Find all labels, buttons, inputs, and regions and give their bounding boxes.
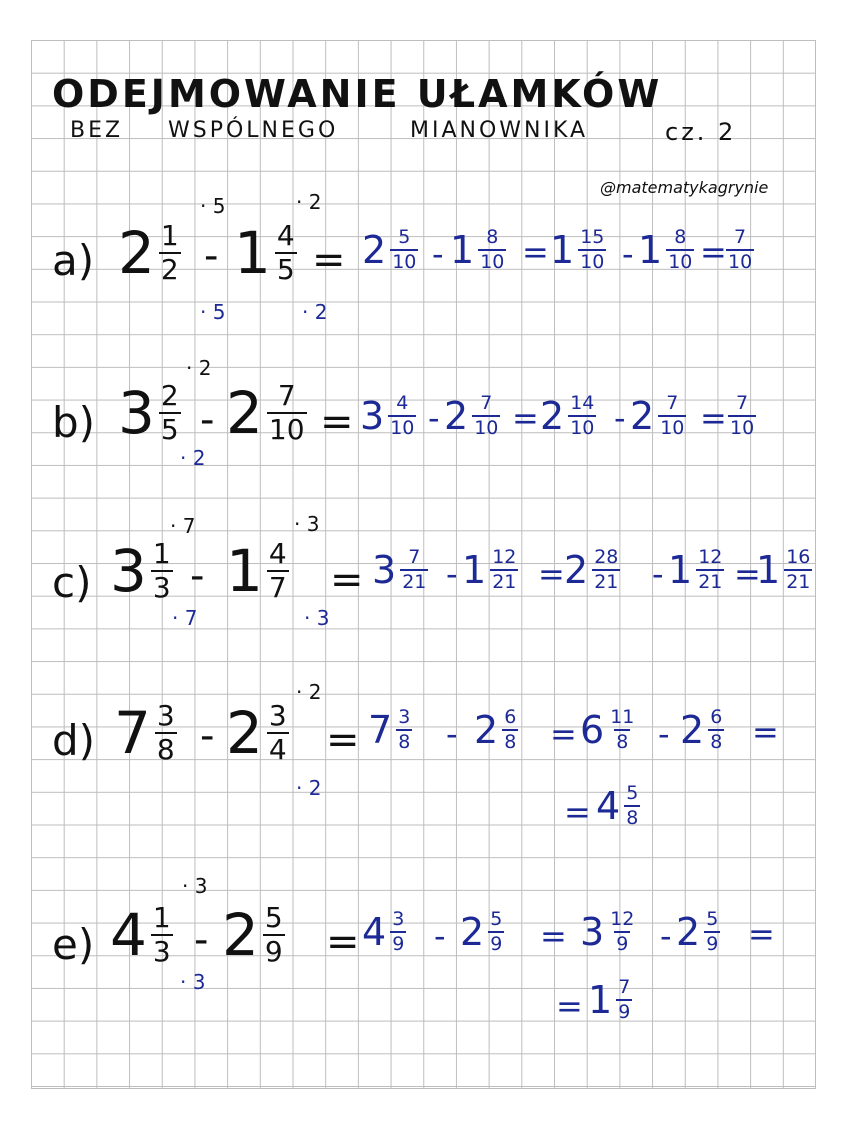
minus-sign: - xyxy=(190,553,205,599)
step-4 xyxy=(630,394,686,438)
multiplier-top: · 5 xyxy=(200,194,226,218)
step-4 xyxy=(638,228,694,272)
whole: 2 xyxy=(474,708,499,752)
whole: 2 xyxy=(680,708,705,752)
whole: 2 xyxy=(540,394,565,438)
equals-sign: = xyxy=(320,399,354,445)
numerator: 5 xyxy=(264,901,283,934)
whole: 3 xyxy=(372,548,397,592)
denominator: 21 xyxy=(786,571,811,593)
minus-sign: - xyxy=(428,399,440,437)
denominator: 8 xyxy=(616,731,629,753)
page-title: ODEJMOWANIE UŁAMKÓW xyxy=(52,72,663,116)
denominator: 10 xyxy=(390,417,415,439)
denominator: 9 xyxy=(264,935,283,968)
step-4 xyxy=(680,708,724,752)
denominator: 3 xyxy=(152,935,171,968)
problem-d-term-2 xyxy=(226,699,289,767)
minus-sign: - xyxy=(200,713,215,759)
numerator: 3 xyxy=(398,706,411,728)
equals-sign: = xyxy=(700,233,727,271)
whole: 7 xyxy=(368,708,393,752)
minus-sign: - xyxy=(194,917,209,963)
equals-sign: = xyxy=(330,557,364,603)
problem-a-term-2 xyxy=(234,219,297,287)
numerator: 4 xyxy=(268,537,287,570)
subtitle-word-1: BEZ xyxy=(70,118,124,143)
whole: 1 xyxy=(756,548,781,592)
problem-e-term-1 xyxy=(110,901,173,969)
whole: 1 xyxy=(226,537,263,605)
numerator: 12 xyxy=(492,546,517,568)
step-4 xyxy=(676,910,720,954)
step-2 xyxy=(444,394,500,438)
whole: 4 xyxy=(110,901,147,969)
subtitle-part-number: cz. 2 xyxy=(665,118,737,146)
whole: 1 xyxy=(450,228,475,272)
whole: 6 xyxy=(580,708,605,752)
equals-sign: = xyxy=(734,555,761,593)
numerator: 1 xyxy=(160,219,179,252)
whole: 7 xyxy=(114,699,151,767)
denominator: 9 xyxy=(392,933,405,955)
multiplier-top: · 3 xyxy=(294,512,320,536)
whole: 4 xyxy=(596,784,621,828)
numerator: 7 xyxy=(277,379,296,412)
denominator: 9 xyxy=(618,1001,631,1023)
multiplier-top: · 2 xyxy=(186,356,212,380)
denominator: 10 xyxy=(392,251,417,273)
denominator: 4 xyxy=(268,733,287,766)
result xyxy=(596,784,640,828)
numerator: 5 xyxy=(706,908,719,930)
denominator: 21 xyxy=(594,571,619,593)
minus-sign: - xyxy=(652,555,664,593)
multiplier-bottom: · 3 xyxy=(180,970,206,994)
numerator: 3 xyxy=(392,908,405,930)
subtitle-word-3: MIANOWNIKA xyxy=(410,118,589,143)
step-1 xyxy=(362,228,418,272)
problem-a-label: a) xyxy=(52,236,95,285)
step-3 xyxy=(540,394,596,438)
denominator: 2 xyxy=(160,253,179,286)
denominator: 21 xyxy=(402,571,427,593)
denominator: 10 xyxy=(668,251,693,273)
multiplier-bottom: · 2 xyxy=(180,446,206,470)
problem-e-term-2 xyxy=(222,901,285,969)
equals-sign: = xyxy=(752,713,779,751)
minus-sign: - xyxy=(658,715,670,753)
step-3 xyxy=(580,708,636,752)
denominator: 10 xyxy=(474,417,499,439)
numerator: 4 xyxy=(276,219,295,252)
result xyxy=(722,228,754,272)
whole: 3 xyxy=(580,910,605,954)
multiplier-bottom: · 7 xyxy=(172,606,198,630)
numerator: 5 xyxy=(398,226,411,248)
numerator: 11 xyxy=(610,706,635,728)
numerator: 14 xyxy=(570,392,595,414)
whole: 4 xyxy=(362,910,387,954)
denominator: 7 xyxy=(268,571,287,604)
whole: 2 xyxy=(226,699,263,767)
denominator: 8 xyxy=(156,733,175,766)
minus-sign: - xyxy=(446,715,458,753)
numerator: 3 xyxy=(268,699,287,732)
whole: 1 xyxy=(234,219,271,287)
denominator: 10 xyxy=(728,251,753,273)
denominator: 8 xyxy=(504,731,517,753)
step-1 xyxy=(368,708,412,752)
numerator: 7 xyxy=(408,546,421,568)
denominator: 10 xyxy=(480,251,505,273)
equals-sign: = xyxy=(326,919,360,965)
minus-sign: - xyxy=(660,917,672,955)
equals-sign: = xyxy=(748,915,775,953)
denominator: 5 xyxy=(160,413,179,446)
whole: 2 xyxy=(630,394,655,438)
whole: 1 xyxy=(638,228,663,272)
equals-sign: = xyxy=(556,987,583,1025)
multiplier-top: · 2 xyxy=(296,680,322,704)
problem-b-label: b) xyxy=(52,398,96,447)
minus-sign: - xyxy=(432,235,444,273)
problem-b-term-2 xyxy=(226,379,307,447)
denominator: 10 xyxy=(660,417,685,439)
equals-sign: = xyxy=(538,555,565,593)
numerator: 7 xyxy=(618,976,631,998)
numerator: 1 xyxy=(152,537,171,570)
problem-a-term-1 xyxy=(118,219,181,287)
whole: 1 xyxy=(668,548,693,592)
whole: 2 xyxy=(222,901,259,969)
denominator: 21 xyxy=(492,571,517,593)
numerator: 5 xyxy=(490,908,503,930)
numerator: 12 xyxy=(610,908,635,930)
step-2 xyxy=(462,548,518,592)
numerator: 5 xyxy=(626,782,639,804)
numerator: 8 xyxy=(486,226,499,248)
numerator: 6 xyxy=(710,706,723,728)
numerator: 15 xyxy=(580,226,605,248)
equals-sign: = xyxy=(326,717,360,763)
denominator: 21 xyxy=(698,571,723,593)
step-2 xyxy=(460,910,504,954)
result xyxy=(588,978,632,1022)
step-2 xyxy=(474,708,518,752)
whole: 2 xyxy=(676,910,701,954)
minus-sign: - xyxy=(434,917,446,955)
whole: 2 xyxy=(564,548,589,592)
problem-c-label: c) xyxy=(52,558,92,607)
equals-sign: = xyxy=(550,715,577,753)
equals-sign: = xyxy=(540,917,567,955)
minus-sign: - xyxy=(622,235,634,273)
numerator: 7 xyxy=(666,392,679,414)
denominator: 10 xyxy=(580,251,605,273)
numerator: 4 xyxy=(396,392,409,414)
result xyxy=(724,394,756,438)
problem-d-term-1 xyxy=(114,699,177,767)
numerator: 8 xyxy=(674,226,687,248)
whole: 3 xyxy=(110,537,147,605)
numerator: 1 xyxy=(152,901,171,934)
equals-sign: = xyxy=(312,237,346,283)
whole: 1 xyxy=(550,228,575,272)
multiplier-bottom: · 2 xyxy=(296,776,322,800)
denominator: 10 xyxy=(730,417,755,439)
multiplier-top: · 7 xyxy=(170,514,196,538)
minus-sign: - xyxy=(614,399,626,437)
multiplier-bottom: · 3 xyxy=(304,606,330,630)
whole: 2 xyxy=(460,910,485,954)
minus-sign: - xyxy=(204,233,219,279)
step-3 xyxy=(550,228,606,272)
multiplier-bottom: · 2 xyxy=(302,300,328,324)
step-1 xyxy=(360,394,416,438)
denominator: 10 xyxy=(570,417,595,439)
whole: 2 xyxy=(118,219,155,287)
denominator: 9 xyxy=(706,933,719,955)
numerator: 2 xyxy=(160,379,179,412)
numerator: 12 xyxy=(698,546,723,568)
whole: 2 xyxy=(226,379,263,447)
equals-sign: = xyxy=(564,793,591,831)
multiplier-top: · 2 xyxy=(296,190,322,214)
whole: 3 xyxy=(360,394,385,438)
numerator: 7 xyxy=(736,392,749,414)
subtitle-word-2: WSPÓLNEGO xyxy=(168,118,339,143)
numerator: 16 xyxy=(786,546,811,568)
whole: 2 xyxy=(362,228,387,272)
result xyxy=(756,548,812,592)
step-4 xyxy=(668,548,724,592)
denominator: 10 xyxy=(268,413,305,446)
denominator: 9 xyxy=(490,933,503,955)
minus-sign: - xyxy=(200,397,215,443)
problem-d-label: d) xyxy=(52,716,96,765)
step-3 xyxy=(564,548,620,592)
step-1 xyxy=(362,910,406,954)
problem-c-term-2 xyxy=(226,537,289,605)
whole: 3 xyxy=(118,379,155,447)
denominator: 9 xyxy=(616,933,629,955)
problem-e-label: e) xyxy=(52,920,95,969)
whole: 2 xyxy=(444,394,469,438)
step-1 xyxy=(372,548,428,592)
problem-b-term-1 xyxy=(118,379,181,447)
step-3 xyxy=(580,910,636,954)
equals-sign: = xyxy=(522,233,549,271)
multiplier-bottom: · 5 xyxy=(200,300,226,324)
denominator: 8 xyxy=(710,731,723,753)
equals-sign: = xyxy=(512,399,539,437)
numerator: 7 xyxy=(734,226,747,248)
denominator: 5 xyxy=(276,253,295,286)
whole: 1 xyxy=(588,978,613,1022)
denominator: 8 xyxy=(626,807,639,829)
numerator: 6 xyxy=(504,706,517,728)
whole: 1 xyxy=(462,548,487,592)
denominator: 8 xyxy=(398,731,411,753)
numerator: 3 xyxy=(156,699,175,732)
numerator: 28 xyxy=(594,546,619,568)
author-handle: @matematykagrynie xyxy=(600,178,769,197)
multiplier-top: · 3 xyxy=(182,874,208,898)
equals-sign: = xyxy=(700,399,727,437)
minus-sign: - xyxy=(446,555,458,593)
step-2 xyxy=(450,228,506,272)
numerator: 7 xyxy=(480,392,493,414)
denominator: 3 xyxy=(152,571,171,604)
problem-c-term-1 xyxy=(110,537,173,605)
